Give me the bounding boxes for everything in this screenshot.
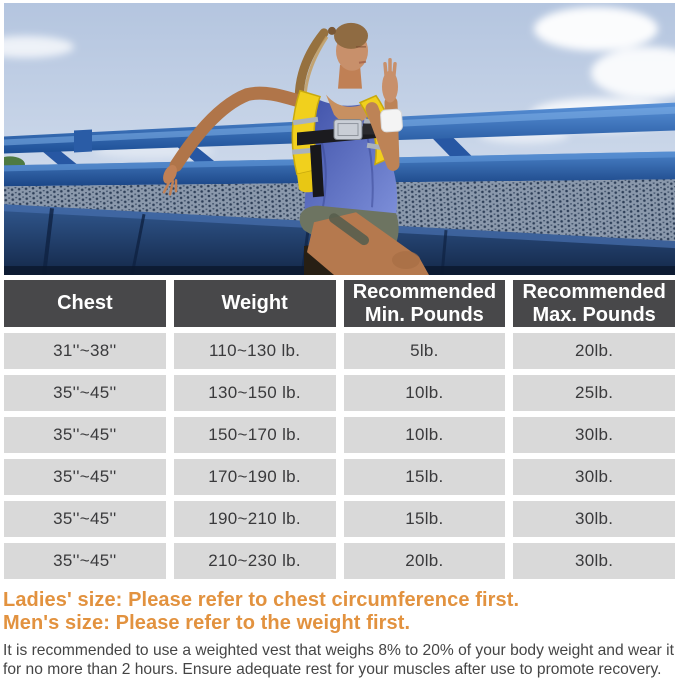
table-cell: 15lb. — [344, 459, 506, 495]
table-cell: 30lb. — [513, 417, 675, 453]
table-cell: 20lb. — [344, 543, 506, 579]
table-cell: 30lb. — [513, 459, 675, 495]
table-cell: 20lb. — [513, 333, 675, 369]
table-header-min-pounds: Recommended Min. Pounds — [344, 280, 506, 327]
hero-photo — [4, 3, 675, 275]
table-cell: 190~210 lb. — [174, 501, 336, 537]
table-cell: 30lb. — [513, 543, 675, 579]
table-cell: 35''~45'' — [4, 375, 166, 411]
table-cell: 170~190 lb. — [174, 459, 336, 495]
table-header-weight: Weight — [174, 280, 336, 327]
sizing-notes — [3, 589, 675, 678]
usage-recommendation: It is recommended to use a weighted vest that weighs 8% to 20% of your body weight and wear it for no more than 2 hours. Ensure adequate rest for your muscles after use to promote recovery. — [3, 642, 674, 678]
wristband — [380, 109, 402, 132]
table-cell: 210~230 lb. — [174, 543, 336, 579]
table-cell: 150~170 lb. — [174, 417, 336, 453]
knee — [392, 251, 420, 269]
table-cell: 30lb. — [513, 501, 675, 537]
table-header-chest: Chest — [4, 280, 166, 327]
table-cell: 35''~45'' — [4, 459, 166, 495]
cloud — [534, 7, 658, 51]
table-cell: 130~150 lb. — [174, 375, 336, 411]
table-cell: 5lb. — [344, 333, 506, 369]
table-cell: 35''~45'' — [4, 417, 166, 453]
table-header-max-pounds: Recommended Max. Pounds — [513, 280, 675, 327]
table-cell: 110~130 lb. — [174, 333, 336, 369]
table-cell: 15lb. — [344, 501, 506, 537]
mens-size-note: Men's size: Please refer to the weight first. — [3, 612, 411, 634]
hair — [334, 23, 368, 49]
lips — [359, 62, 366, 63]
table-cell: 10lb. — [344, 417, 506, 453]
table-cell: 10lb. — [344, 375, 506, 411]
ladies-size-note: Ladies' size: Please refer to chest circumference first. — [3, 589, 520, 611]
forward-hand — [382, 71, 398, 103]
bridge-runner-scene — [4, 3, 675, 275]
rail-coupler — [74, 130, 92, 153]
table-cell: 35''~45'' — [4, 501, 166, 537]
hair-bun — [328, 27, 336, 35]
size-table — [4, 280, 675, 579]
table-cell: 25lb. — [513, 375, 675, 411]
table-cell: 35''~45'' — [4, 543, 166, 579]
table-cell: 31''~38'' — [4, 333, 166, 369]
